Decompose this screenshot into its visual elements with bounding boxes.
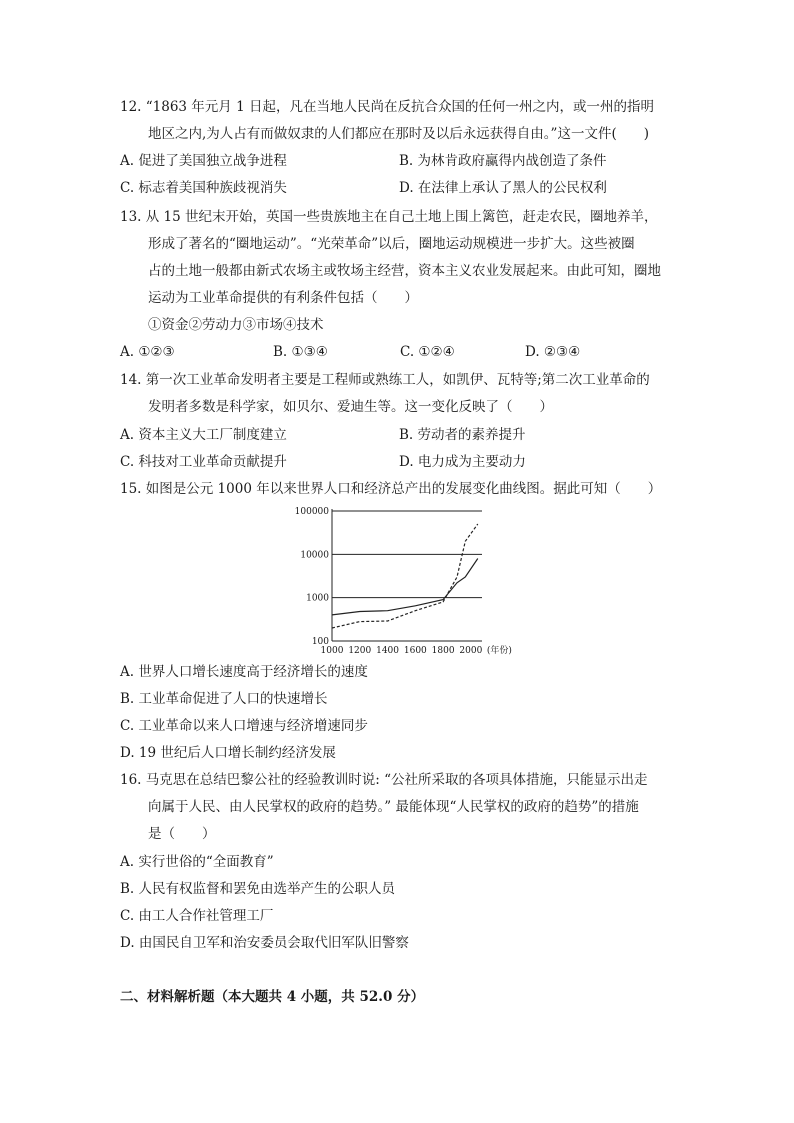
q13-option-b[interactable]: B. ①③④	[273, 344, 328, 360]
q16-option-c[interactable]: C. 由工人合作社管理工厂	[120, 908, 274, 924]
q13-option-d[interactable]: D. ②③④	[525, 344, 581, 360]
q12-option-c[interactable]: C. 标志着美国种族歧视消失	[120, 180, 287, 196]
q14-stem-line1: 14. 第一次工业革命发明者主要是工程师或熟练工人，如凯伊、瓦特等;第二次工业革命的	[120, 372, 650, 388]
q15-option-b[interactable]: B. 工业革命促进了人口的快速增长	[120, 691, 328, 707]
q14-option-d[interactable]: D. 电力成为主要动力	[399, 454, 526, 470]
x-tick-label: 1200	[348, 646, 372, 656]
q13-stem-line1: 13. 从 15 世纪末开始，英国一些贵族地主在自己土地上围上篱笆，赶走农民，圈地养羊，	[120, 209, 658, 225]
q13-choices-list: ①资金②劳动力③市场④技术	[148, 317, 324, 333]
q13-stem-line4: 运动为工业革命提供的有利条件包括（ ）	[148, 290, 418, 306]
chart-series	[332, 524, 478, 628]
q16-stem-line2: 向属于人民、由人民掌权的政府的趋势。” 最能体现“人民掌权的政府的趋势”的措施	[148, 799, 639, 815]
x-tick-label: 1400	[376, 646, 400, 656]
q16-stem-line1: 16. 马克思在总结巴黎公社的经验教训时说: “公社所采取的各项具体措施，只能显示出走	[120, 772, 648, 788]
q15-option-c[interactable]: C. 工业革命以来人口增速与经济增速同步	[120, 718, 368, 734]
q14-option-b[interactable]: B. 劳动者的素养提升	[399, 427, 526, 443]
section-2-heading: 二、材料解析题（本大题共 4 小题，共 52.0 分）	[120, 989, 425, 1005]
q15-stem-line1: 15. 如图是公元 1000 年以来世界人口和经济总产出的发展变化曲线图。据此可知（ ）	[120, 481, 662, 497]
chart-y-tick-labels	[295, 507, 329, 647]
y-tick-label: 100	[311, 637, 329, 647]
y-tick-label: 1000	[306, 593, 329, 604]
q14-option-c[interactable]: C. 科技对工业革命贡献提升	[120, 454, 287, 470]
q12-option-b[interactable]: B. 为林肯政府赢得内战创造了条件	[399, 153, 607, 169]
q12-option-a[interactable]: A. 促进了美国独立战争进程	[120, 153, 287, 169]
q12-stem-line2: 地区之内,为人占有而做奴隶的人们都应在那时及以后永远获得自由。”这一文件( )	[148, 126, 649, 142]
chart-grid	[332, 509, 482, 641]
q16-option-d[interactable]: D. 由国民自卫军和治安委员会取代旧军队旧警察	[120, 935, 409, 951]
q13-option-c[interactable]: C. ①②④	[400, 344, 455, 360]
q15-option-d[interactable]: D. 19 世纪后人口增长制约经济发展	[120, 745, 336, 761]
q16-stem-line3: 是（ ）	[148, 826, 216, 842]
x-unit-label: (年份)	[486, 646, 512, 656]
q15-option-a[interactable]: A. 世界人口增长速度高于经济增长的速度	[120, 664, 368, 680]
x-tick-label: 1000	[320, 646, 344, 656]
q13-stem-line2: 形成了著名的“圈地运动”。“光荣革命”以后，圈地运动规模进一步扩大。这些被圈	[148, 236, 635, 252]
series-line-solid	[332, 559, 478, 615]
q13-option-a[interactable]: A. ①②③	[120, 344, 175, 360]
x-tick-label: 1800	[431, 646, 455, 656]
q16-option-a[interactable]: A. 实行世俗的“全面教育”	[120, 854, 274, 870]
q14-stem-line2: 发明者多数是科学家，如贝尔、爱迪生等。这一变化反映了（ ）	[148, 399, 553, 415]
y-tick-label: 100000	[295, 507, 329, 517]
population-economy-chart	[295, 503, 525, 663]
q14-option-a[interactable]: A. 资本主义大工厂制度建立	[120, 427, 287, 443]
q16-option-b[interactable]: B. 人民有权监督和罢免由选举产生的公职人员	[120, 881, 396, 897]
x-tick-label: 2000	[459, 646, 483, 656]
q13-stem-line3: 占的土地一般都由新式农场主或牧场主经营，资本主义农业发展起来。由此可知，圈地	[148, 263, 661, 279]
y-tick-label: 10000	[300, 550, 329, 561]
x-tick-label: 1600	[403, 646, 427, 656]
q12-option-d[interactable]: D. 在法律上承认了黑人的公民权利	[399, 180, 607, 196]
q12-stem-line1: 12. “1863 年元月 1 日起，凡在当地人民尚在反抗合众国的任何一州之内，或一州的指明	[120, 99, 654, 115]
chart-x-tick-labels	[321, 644, 512, 656]
